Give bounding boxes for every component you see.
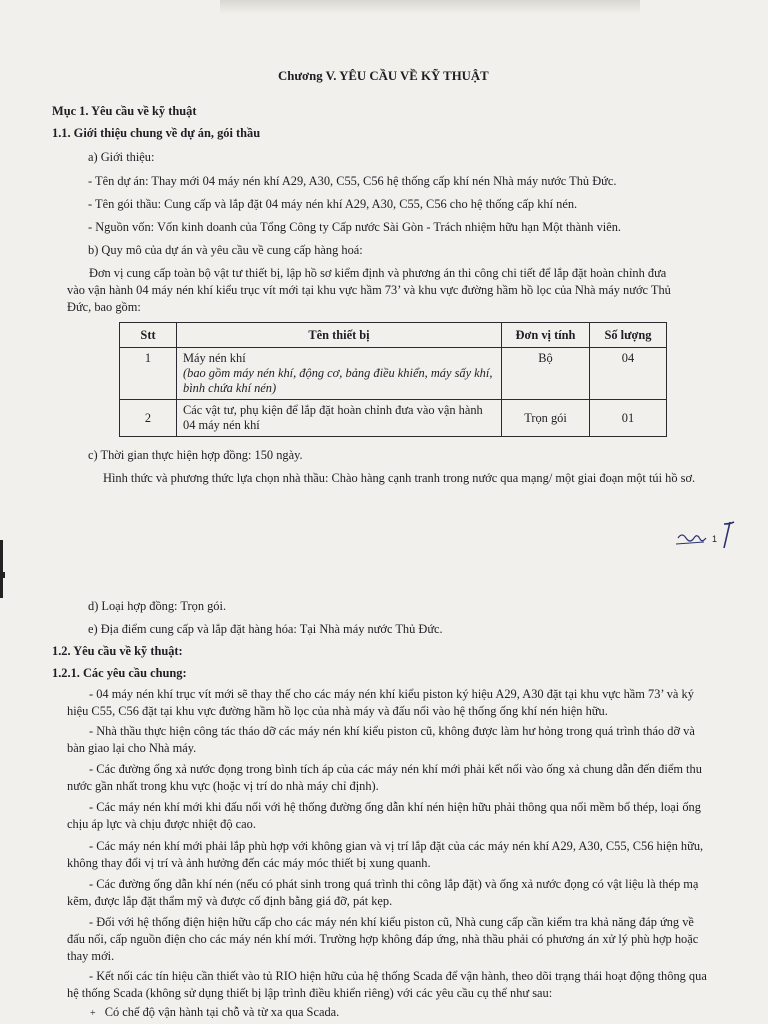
subsection-heading: 1.2. Yêu cầu về kỹ thuật: xyxy=(52,644,183,658)
selection-method: Hình thức và phương thức lựa chọn nhà thầu: Chào hàng cạnh tranh trong nước qua mạng/ một giai đoạn một túi hồ sơ. xyxy=(103,471,696,485)
table-cell-unit: Bộ xyxy=(502,348,590,400)
paragraph-line: - Kết nối các tín hiệu cần thiết vào tủ RIO hiện hữu của hệ thống Scada để vận hành, theo dõi trạng thái hoạt động thông qua xyxy=(89,969,707,983)
project-name: - Tên dự án: Thay mới 04 máy nén khí A29, A30, C55, C56 hệ thống cấp khí nén Nhà máy nước Thủ Đức. xyxy=(88,174,617,188)
table-row xyxy=(120,348,667,400)
equipment-name: Máy nén khí xyxy=(183,351,246,365)
requirement-item xyxy=(67,968,725,1002)
paragraph-line: hệ thống Scada (không sử dụng thiết bị lập trình điều khiển riêng) với các yêu cầu cụ thể như sau: xyxy=(67,986,553,1000)
bullet-icon: + xyxy=(90,1008,96,1019)
table-cell-stt: 2 xyxy=(120,400,177,437)
subsection-heading: 1.2.1. Các yêu cầu chung: xyxy=(52,666,187,680)
table-row xyxy=(120,400,667,437)
table-cell-qty: 04 xyxy=(590,348,667,400)
requirement-item xyxy=(67,838,725,872)
requirement-item xyxy=(67,761,725,795)
paragraph-line: Đơn vị cung cấp toàn bộ vật tư thiết bị, lập hồ sơ kiểm định và phương án thi công chi tiết để lắp đặt hoàn chỉnh đưa xyxy=(89,266,667,280)
scan-edge-mark xyxy=(0,540,3,598)
chapter-title: Chương V. YÊU CẦU VỀ KỸ THUẬT xyxy=(278,69,489,83)
contract-type: d) Loại hợp đồng: Trọn gói. xyxy=(88,599,227,613)
scope-paragraph xyxy=(67,265,725,316)
table-header: Đơn vị tính xyxy=(502,323,590,348)
table-cell-stt: 1 xyxy=(120,348,177,400)
paragraph-line: - 04 máy nén khí trục vít mới sẽ thay thế cho các máy nén khí kiểu piston ký hiệu A29, A30 đặt tại khu vực hầm 73’ và ký xyxy=(89,687,694,701)
equipment-table xyxy=(119,322,667,437)
item-label: a) Giới thiệu: xyxy=(88,150,155,164)
bullet-item xyxy=(90,1004,339,1022)
paragraph-line: - Các máy nén khí mới phải lắp phù hợp với không gian và vị trí lắp đặt của các máy nén khí A29, A30, C55, C56 hiện hữu, xyxy=(89,839,704,853)
table-header: Tên thiết bị xyxy=(177,323,502,348)
table-cell-name: Các vật tư, phụ kiện để lắp đặt hoàn chỉnh đưa vào vận hành 04 máy nén khí xyxy=(177,400,502,437)
table-header: Stt xyxy=(120,323,177,348)
table-header-row xyxy=(120,323,667,348)
paragraph-line: - Đối với hệ thống điện hiện hữu cấp cho các máy nén khí kiểu piston cũ, Nhà cung cấp cần kiểm tra khả năng đáp ứng về xyxy=(89,915,694,929)
table-header: Số lượng xyxy=(590,323,667,348)
subsection-heading: 1.1. Giới thiệu chung về dự án, gói thầu xyxy=(52,126,261,140)
table-cell-name xyxy=(177,348,502,400)
table-cell-qty: 01 xyxy=(590,400,667,437)
requirement-item xyxy=(67,914,725,965)
paragraph-line: - Các đường ống dẫn khí nén (nếu có phát sinh trong quá trình thi công lắp đặt) và ống xả nước đọng có vật liệu là thép mạ xyxy=(89,877,699,891)
paragraph-line: Đức, bao gồm: xyxy=(67,300,141,314)
requirement-item xyxy=(67,876,725,910)
funding-source: - Nguồn vốn: Vốn kinh doanh của Tổng Công ty Cấp nước Sài Gòn - Trách nhiệm hữu hạn Một thành viên. xyxy=(88,220,622,234)
paragraph-line: - Các đường ống xả nước đọng trong bình tích áp của các máy nén khí mới phải kết nối vào ống xả chung dẫn đến điểm thu xyxy=(89,762,702,776)
paragraph-line: kẽm, được lắp đặt thẩm mỹ và được cố định bằng giá đỡ, pát kẹp. xyxy=(67,894,393,908)
contract-duration: c) Thời gian thực hiện hợp đồng: 150 ngày. xyxy=(88,448,303,462)
paragraph-line: không thay đổi vị trí và ảnh hưởng đến các máy móc thiết bị xung quanh. xyxy=(67,856,431,870)
scan-smudge xyxy=(220,0,640,14)
requirement-item xyxy=(67,799,725,833)
paragraph-line: nước gần nhất trong khu vực (hoặc vị trí do nhà máy chỉ định). xyxy=(67,779,379,793)
paragraph-line: - Các máy nén khí mới khi đấu nối với hệ thống đường ống dẫn khí nén hiện hữu phải thông qua nối mềm bố thép, loại ống xyxy=(89,800,701,814)
section-heading: Mục 1. Yêu cầu về kỹ thuật xyxy=(52,104,197,118)
equipment-note: (bao gồm máy nén khí, động cơ, bảng điều khiển, máy sấy khí, bình chứa khí nén) xyxy=(183,366,493,395)
bullet-text: Có chế độ vận hành tại chỗ và từ xa qua Scada. xyxy=(104,1005,340,1019)
scan-edge-mark xyxy=(0,572,5,578)
requirement-item xyxy=(67,686,725,720)
paragraph-line: - Nhà thầu thực hiện công tác tháo dỡ các máy nén khí kiểu piston cũ, không được làm hư hỏng trong quá trình tháo dỡ và xyxy=(89,724,695,738)
table-cell-unit: Trọn gói xyxy=(502,400,590,437)
paragraph-line: hiệu C55, C56 đặt tại khu vực đường hầm hồ lọc của nhà máy và đấu nối vào hệ thống ống khí nén hiện hữu. xyxy=(67,704,608,718)
paragraph-line: vào vận hành 04 máy nén khí kiểu trục vít mới tại khu vực hầm 73’ và khu vực đường hầm hồ lọc của Nhà máy nước Thủ xyxy=(67,283,671,297)
paragraph-line: bàn giao lại cho Nhà máy. xyxy=(67,741,197,755)
package-name: - Tên gói thầu: Cung cấp và lắp đặt 04 máy nén khí A29, A30, C55, C56 cho hệ thống cấp khí nén. xyxy=(88,197,578,211)
item-label: b) Quy mô của dự án và yêu cầu về cung cấp hàng hoá: xyxy=(88,243,363,257)
page-number: 1 xyxy=(712,534,718,544)
delivery-location: e) Địa điểm cung cấp và lắp đặt hàng hóa: Tại Nhà máy nước Thủ Đức. xyxy=(88,622,443,636)
paragraph-line: thay mới. xyxy=(67,949,115,963)
requirement-item xyxy=(67,723,725,757)
paragraph-line: đấu nối, cấp nguồn điện cho các máy nén khí mới. Trường hợp không đáp ứng, nhà thầu phải có phương án xử lý phù hợp hoặc xyxy=(67,932,699,946)
paragraph-line: chịu áp lực và chịu được nhiệt độ cao. xyxy=(67,817,256,831)
